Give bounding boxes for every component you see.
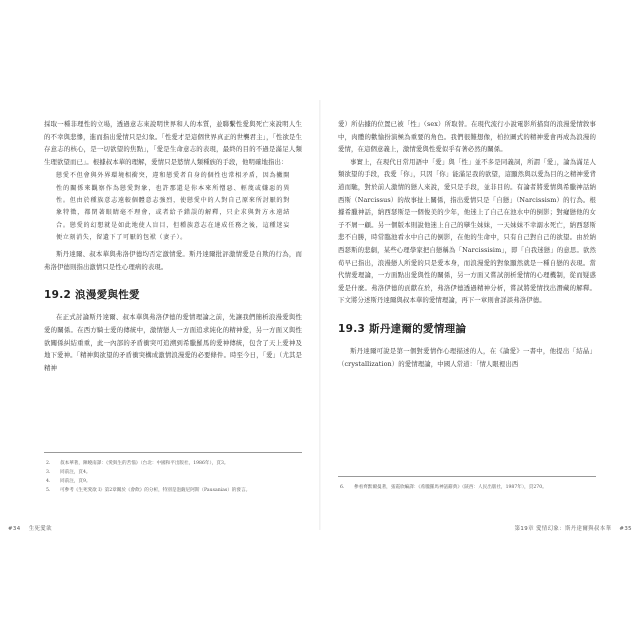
right-paragraph-1: 愛）所佔據的位置已被「性」（sex）所取替。在現代流行小說電影所描寫的浪漫愛情敘事中，肉體的歡愉扮演極為重要的角色。我們很難想像，柏拉圖式的精神愛會再成為浪漫的愛情，在這個意義上，激情愛與性愛似乎有著必然的關係。 <box>338 120 596 154</box>
right-running-title: 愛情幻象：斯丹達爾與叔本華 <box>536 526 612 532</box>
left-paragraph-1: 採取一種非理性的立場，透過意志來說明世界和人的本質，並聯繫性愛與死亡來說明人生的不幸與悲慘，進而指出愛情只是幻象。「性愛才是這個世界真正的世襲君主」，「性欲是生存意志的核心，是一切欲望的焦點」，「愛是生命意志的表現，最終的目的不過是滿足人類生理欲望而已」。根據叔本華的理解，愛情只是慾情人類種族的手段，他明確地指出： <box>44 120 302 166</box>
left-running-title: 生死愛欲 <box>28 526 52 532</box>
block-quote: 戀愛不但會與外界環境相衝突，違和戀愛者自身的個性也常相矛盾，因為撇開性的關係來觀察作為戀愛對象，也許那還是你本來所憎惡、輕蔑或嫌惡的異性。但由於種族意志遠較個體意志強烈，使戀愛中的人對自己原來所討厭的對象特徵，都閉著眼睛毫不理會，或者給予錯誤的解釋，只企求與對方永遠結合。戀愛的幻想就是如此地使人盲目，但種族意志在達成任務之後，這種迷妄便立刻消失，留遺下了可厭的包袱（妻子）。 <box>56 172 290 241</box>
right-paragraph-2: 事實上，在現代日常用語中「愛」與「性」並不多是同義詞，所謂「愛」，論為滿足人類欲望的手段，我愛「你」，只因「你」能滿足我的欲望，這顯然與以愛為目的之精神愛背道而馳，對於前人激情的戀人來說，愛只是手段，並非目的。有論者將愛情與希臘神話納西斯（Narcissus）的故事扯上關係，指出愛情只是「自戀」（Narcissism）的行為。根據希臘神話，納西瑟斯是一個俊美的少年，他迷上了自己在池水中的倒影；對癡戀他的女子不屑一顧。另一個版本則說他迷上自己的孿生妹妹，一天妹妹不幸溺水死亡，納西瑟斯悲不自勝，時常臨池看水中自己的倒影，在他的生命中，只有自己對自己的欲望。由於納西瑟斯的悲劇，某些心理學家把自戀稱為「Narcissisim」，即「自我迷戀」的意思。欲然荀早已指出，浪漫戀人所愛的只是愛本身，而浪漫愛的對象顯然就是一種自戀的表現。當代情愛理論，一方面點出愛與性的關係，另一方面又嘗試剖析愛情的心理機制，從而疑惑愛是什麼。弗洛伊德的貢獻在於，弗洛伊德透過精神分析，嘗試將愛情找出潛藏的解釋。下文將分述斯丹達爾與叔本華的愛情理論，再下一章則會詳談弗洛伊德。 <box>338 157 596 305</box>
left-footnotes <box>44 452 302 495</box>
right-page-number: #35 <box>619 526 632 532</box>
footnote: 3. 同前注，頁4。 <box>46 470 91 475</box>
footnote: 4. 同前注，頁9。 <box>46 479 91 484</box>
left-page-number: #34 <box>8 526 21 532</box>
left-page <box>44 118 302 374</box>
right-page <box>338 118 596 370</box>
left-paragraph-2: 斯丹達爾、叔本華與弗洛伊德均否定激情愛。斯丹達爾批評激情愛是自欺的行為，而弗洛伊德則指出激情只是性心理病的表現。 <box>44 250 302 271</box>
right-folio <box>515 524 632 532</box>
right-running-chapter: 第19章 <box>514 526 534 532</box>
footnote: 5. 可參考《生死愛欲 I》第2章關於《會飲》的分析，特別是泡薩尼阿斯（Pausanias）的發言。 <box>46 488 251 493</box>
right-footnotes <box>338 476 596 492</box>
section-heading-19-3: 19.3 斯丹達爾的愛情理論 <box>338 322 467 335</box>
left-folio <box>8 524 52 532</box>
page-gutter <box>319 100 321 530</box>
right-paragraph-3: 斯丹達爾可說是第一個對愛情作心理描述的人，在《論愛》一書中，他提出「結晶」（crystallization）的愛情理論，中國人常道：「情人眼裡出西 <box>338 346 596 368</box>
footnote: 6. 參看齊默爾曼著，張霞欣編譯：《希臘羅馬神話辭典》（陝西：人民出版社，1987年），頁270。 <box>340 485 547 490</box>
section-heading-19-2: 19.2 浪漫愛與性愛 <box>44 289 140 302</box>
left-paragraph-3: 在正式討論斯丹達爾、叔本華與弗洛伊德的愛情理論之前，先讓我們簡析浪漫愛與性愛的關係。在西方騎士愛的傳統中，激情戀人一方面追求純化的精神愛，另一方面又與性欲關係糾結重重，此一內部的矛盾衝突可追溯到希臘羅馬的愛神傳統，包含了天上愛神及地下愛神。「精神與欲望的矛盾衝突構成激情浪漫愛的必要條件。時至今日，「愛」（尤其是精神 <box>44 313 302 372</box>
footnote: 2. 叔本華著，陳曉南譯：《愛與生的苦惱》（台北：中國和平出版社，1986年），頁3。 <box>46 461 229 466</box>
